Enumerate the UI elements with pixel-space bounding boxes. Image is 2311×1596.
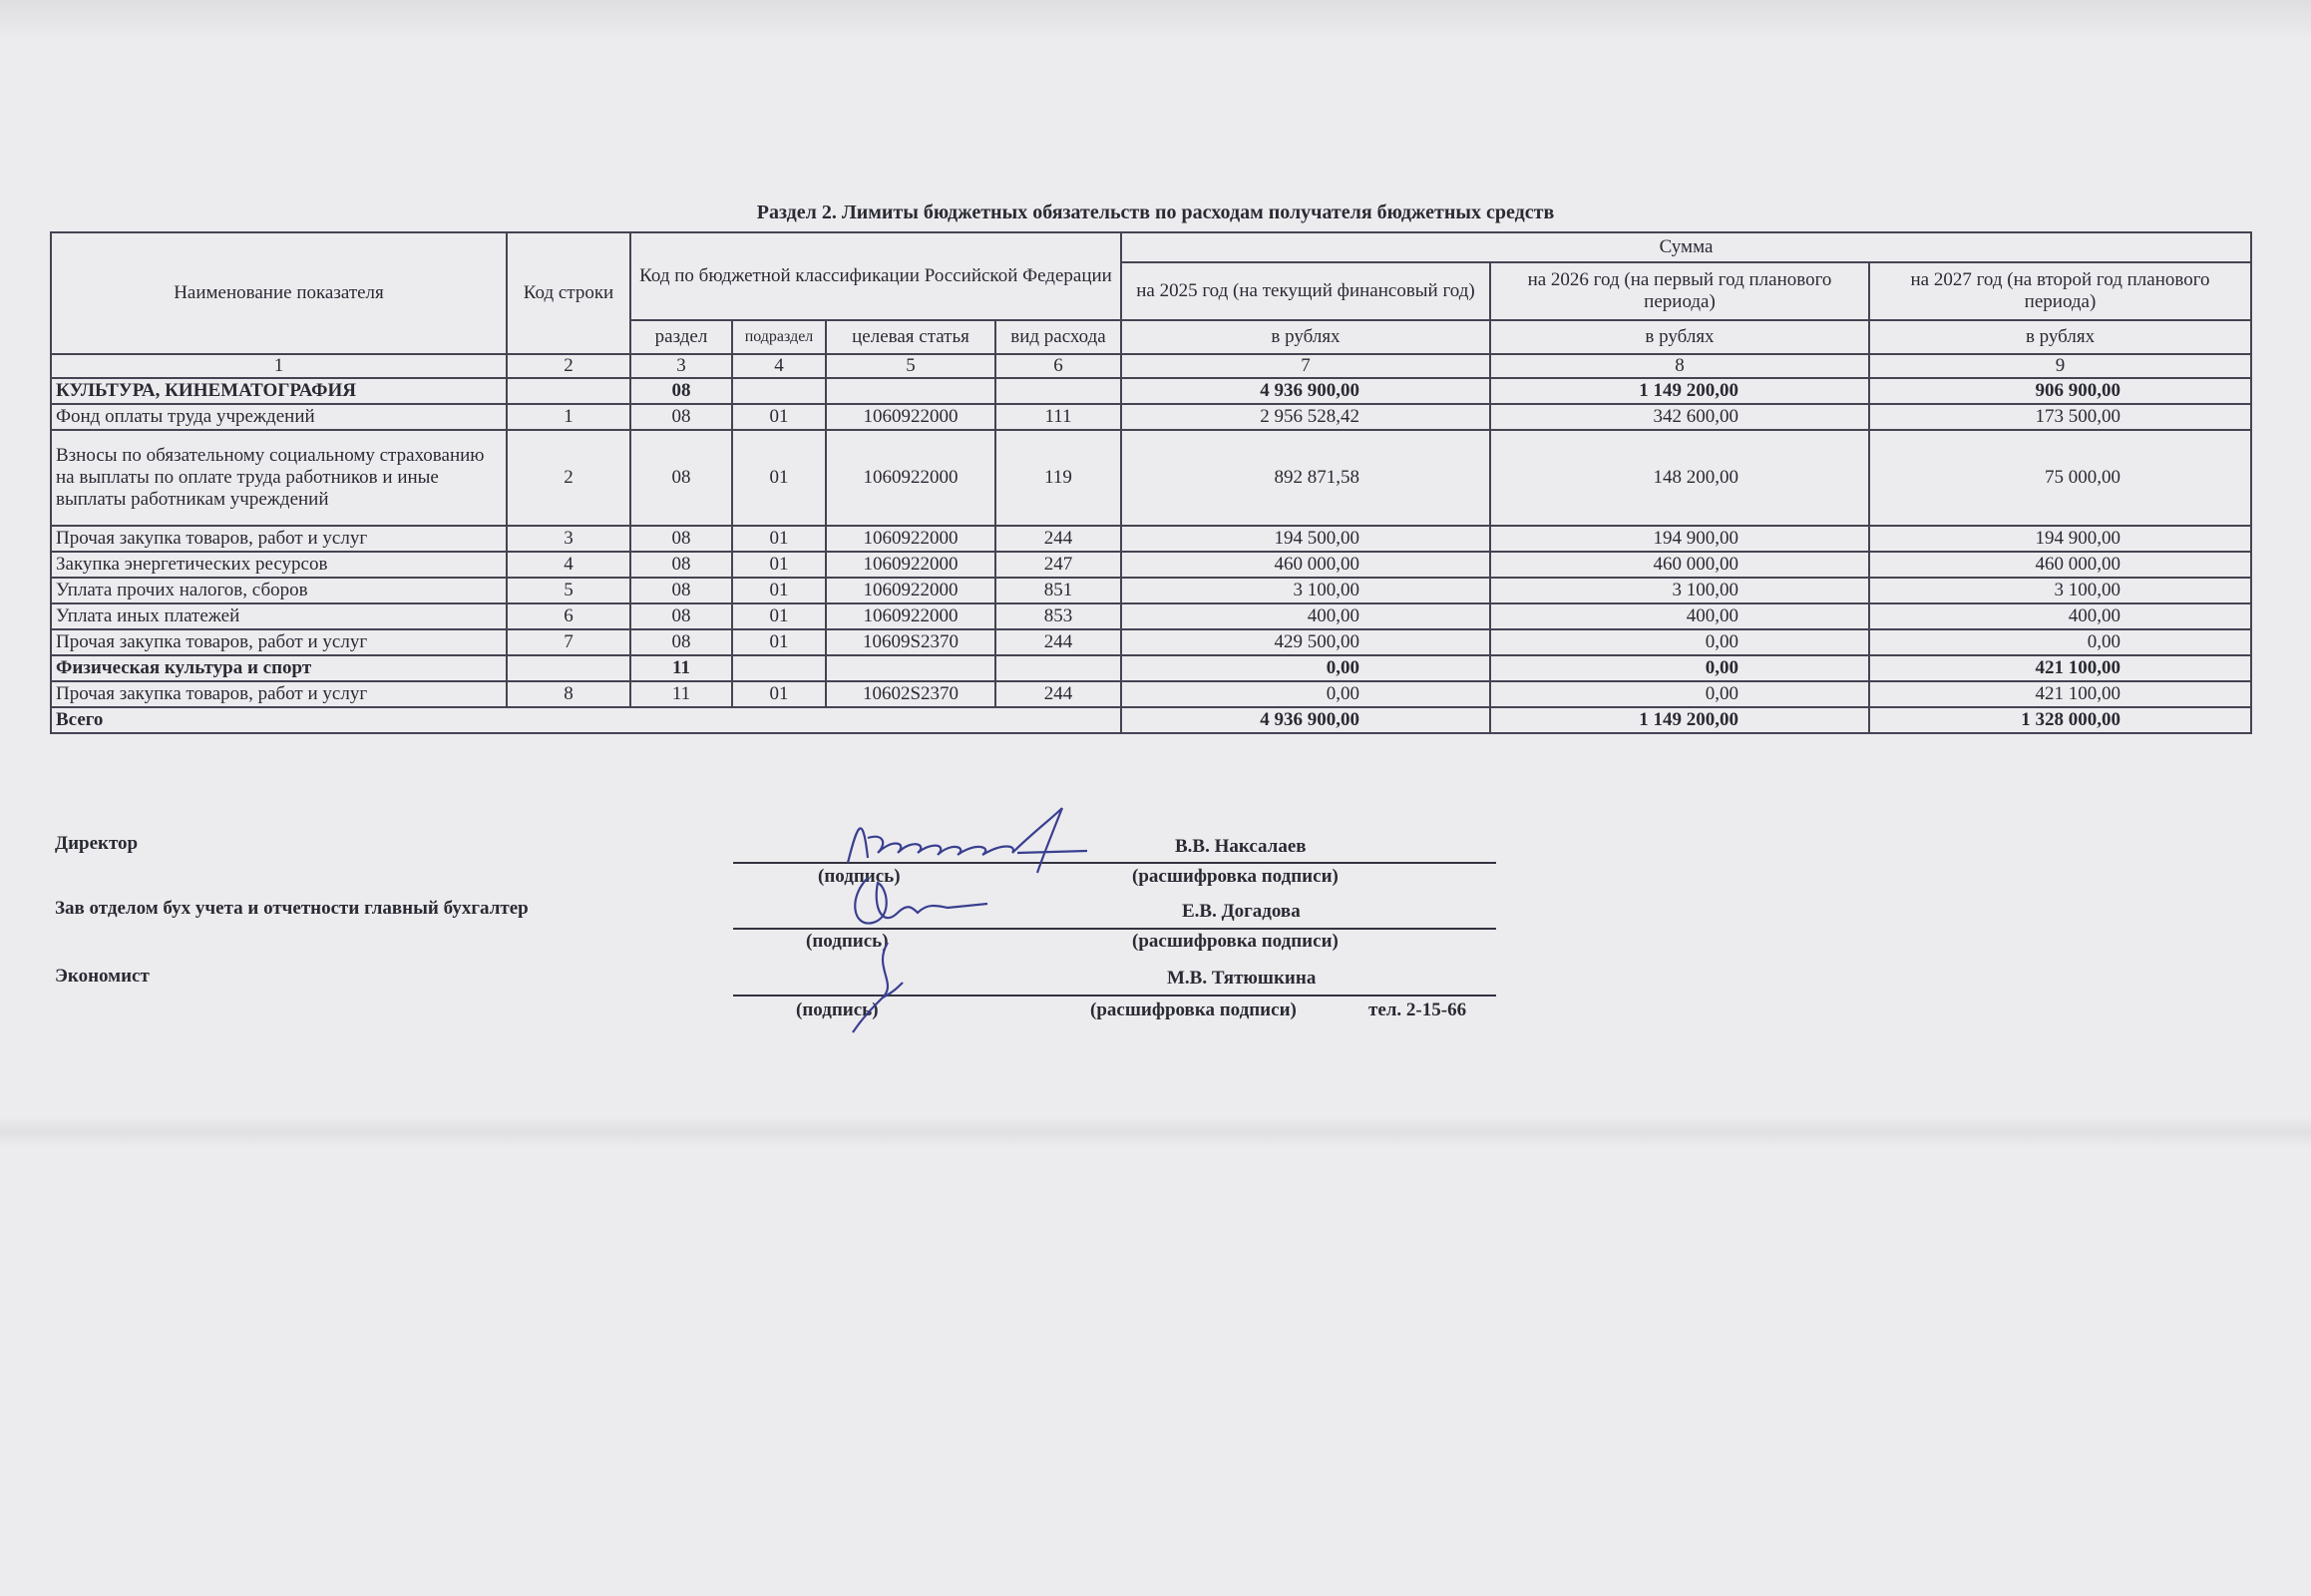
row-2025: 4 936 900,00 [1121, 378, 1490, 404]
table-row [51, 629, 2251, 655]
header-2025: на 2025 год (на текущий финансовый год) [1121, 262, 1490, 320]
row-code [507, 378, 630, 404]
row-2025: 400,00 [1121, 603, 1490, 629]
role-label: Зав отделом бух учета и отчетности главный бухгалтер [55, 898, 529, 919]
column-number: 2 [507, 354, 630, 378]
section-row [51, 655, 2251, 681]
row-name: КУЛЬТУРА, КИНЕМАТОГРАФИЯ [51, 378, 507, 404]
column-number: 4 [732, 354, 826, 378]
row-name: Прочая закупка товаров, работ и услуг [51, 629, 507, 655]
row-target: 10602S2370 [826, 681, 995, 707]
row-2026: 460 000,00 [1490, 552, 1869, 578]
row-vid: 244 [995, 629, 1121, 655]
row-2026: 1 149 200,00 [1490, 378, 1869, 404]
row-name: Взносы по обязательному социальному страхованию на выплаты по оплате труда работников и иные выплаты работникам учреждений [51, 430, 507, 526]
row-podrazdel: 01 [732, 681, 826, 707]
handwritten-signature-icon [838, 803, 1097, 878]
row-2025: 460 000,00 [1121, 552, 1490, 578]
signature-caption: (подпись) [818, 866, 901, 887]
header-podrazdel: подраздел [732, 320, 826, 354]
row-2025: 892 871,58 [1121, 430, 1490, 526]
table-row [51, 526, 2251, 552]
row-name: Уплата иных платежей [51, 603, 507, 629]
header-razdel: раздел [630, 320, 732, 354]
row-2027: 173 500,00 [1869, 404, 2251, 430]
row-razdel: 08 [630, 629, 732, 655]
section-row [51, 378, 2251, 404]
row-podrazdel: 01 [732, 578, 826, 603]
row-target: 1060922000 [826, 552, 995, 578]
column-numbers-row [51, 354, 2251, 378]
row-vid: 851 [995, 578, 1121, 603]
row-name: Уплата прочих налогов, сборов [51, 578, 507, 603]
table-row [51, 681, 2251, 707]
header-sum: Сумма [1121, 232, 2251, 262]
row-target [826, 378, 995, 404]
column-number: 5 [826, 354, 995, 378]
row-2027: 421 100,00 [1869, 655, 2251, 681]
column-number: 9 [1869, 354, 2251, 378]
row-2025: 194 500,00 [1121, 526, 1490, 552]
column-number: 1 [51, 354, 507, 378]
header-2027: на 2027 год (на второй год планового периода) [1869, 262, 2251, 320]
row-target: 1060922000 [826, 578, 995, 603]
row-code [507, 655, 630, 681]
row-code: 2 [507, 430, 630, 526]
row-vid: 111 [995, 404, 1121, 430]
table-row [51, 552, 2251, 578]
budget-limits-table [50, 231, 2252, 734]
row-2027: 75 000,00 [1869, 430, 2251, 526]
handwritten-signature-icon [843, 938, 923, 1037]
header-vid: вид расхода [995, 320, 1121, 354]
row-vid: 247 [995, 552, 1121, 578]
row-code: 5 [507, 578, 630, 603]
row-code: 1 [507, 404, 630, 430]
row-razdel: 11 [630, 655, 732, 681]
row-2027: 421 100,00 [1869, 681, 2251, 707]
row-target: 1060922000 [826, 404, 995, 430]
phone-number: тел. 2-15-66 [1368, 999, 1467, 1020]
table-row [51, 578, 2251, 603]
row-name: Прочая закупка товаров, работ и услуг [51, 681, 507, 707]
signer-name: В.В. Наксалаев [1175, 836, 1307, 857]
table-row [51, 404, 2251, 430]
row-podrazdel [732, 378, 826, 404]
row-target: 1060922000 [826, 430, 995, 526]
row-code: 4 [507, 552, 630, 578]
row-target: 1060922000 [826, 603, 995, 629]
row-podrazdel [732, 655, 826, 681]
row-code: 3 [507, 526, 630, 552]
row-podrazdel: 01 [732, 526, 826, 552]
column-number: 7 [1121, 354, 1490, 378]
signer-name: Е.В. Догадова [1182, 901, 1301, 922]
row-name: Прочая закупка товаров, работ и услуг [51, 526, 507, 552]
row-razdel: 08 [630, 526, 732, 552]
row-vid: 244 [995, 526, 1121, 552]
header-unit-2025: в рублях [1121, 320, 1490, 354]
row-razdel: 08 [630, 430, 732, 526]
row-2027: 906 900,00 [1869, 378, 2251, 404]
row-target: 1060922000 [826, 526, 995, 552]
row-vid: 119 [995, 430, 1121, 526]
name-caption: (расшифровка подписи) [1090, 999, 1297, 1020]
row-name: Закупка энергетических ресурсов [51, 552, 507, 578]
row-2025: 3 100,00 [1121, 578, 1490, 603]
total-label: Всего [51, 707, 1121, 733]
row-code: 6 [507, 603, 630, 629]
table-body [51, 378, 2251, 707]
row-podrazdel: 01 [732, 552, 826, 578]
row-2027: 3 100,00 [1869, 578, 2251, 603]
row-name: Физическая культура и спорт [51, 655, 507, 681]
section-title: Раздел 2. Лимиты бюджетных обязательств по расходам получателя бюджетных средств [756, 201, 1555, 223]
handwritten-signature-icon [838, 868, 997, 948]
row-razdel: 08 [630, 404, 732, 430]
column-number: 6 [995, 354, 1121, 378]
row-target [826, 655, 995, 681]
name-caption: (расшифровка подписи) [1132, 931, 1339, 952]
row-razdel: 08 [630, 552, 732, 578]
row-2025: 0,00 [1121, 655, 1490, 681]
row-2026: 400,00 [1490, 603, 1869, 629]
row-name: Фонд оплаты труда учреждений [51, 404, 507, 430]
total-2026: 1 149 200,00 [1490, 707, 1869, 733]
header-name: Наименование показателя [51, 232, 507, 354]
row-2026: 0,00 [1490, 629, 1869, 655]
row-2027: 194 900,00 [1869, 526, 2251, 552]
row-2025: 2 956 528,42 [1121, 404, 1490, 430]
row-target: 10609S2370 [826, 629, 995, 655]
row-2025: 429 500,00 [1121, 629, 1490, 655]
table-row [51, 430, 2251, 526]
row-podrazdel: 01 [732, 629, 826, 655]
total-2025: 4 936 900,00 [1121, 707, 1490, 733]
row-2026: 194 900,00 [1490, 526, 1869, 552]
name-caption: (расшифровка подписи) [1132, 866, 1339, 887]
row-podrazdel: 01 [732, 430, 826, 526]
row-2027: 400,00 [1869, 603, 2251, 629]
row-2026: 3 100,00 [1490, 578, 1869, 603]
total-row [51, 707, 2251, 733]
header-unit-2027: в рублях [1869, 320, 2251, 354]
row-vid [995, 655, 1121, 681]
row-2027: 0,00 [1869, 629, 2251, 655]
row-code: 7 [507, 629, 630, 655]
row-vid [995, 378, 1121, 404]
row-razdel: 11 [630, 681, 732, 707]
row-razdel: 08 [630, 578, 732, 603]
row-2026: 148 200,00 [1490, 430, 1869, 526]
row-2027: 460 000,00 [1869, 552, 2251, 578]
header-2026: на 2026 год (на первый год планового периода) [1490, 262, 1869, 320]
row-2026: 0,00 [1490, 655, 1869, 681]
signature-caption: (подпись) [806, 931, 889, 952]
signer-name: М.В. Тятюшкина [1167, 968, 1317, 989]
table-row [51, 603, 2251, 629]
row-2026: 0,00 [1490, 681, 1869, 707]
header-unit-2026: в рублях [1490, 320, 1869, 354]
header-kbk: Код по бюджетной классификации Российской Федерации [630, 232, 1121, 320]
signature-caption: (подпись) [796, 999, 879, 1020]
row-podrazdel: 01 [732, 404, 826, 430]
row-vid: 244 [995, 681, 1121, 707]
role-label: Директор [55, 833, 139, 854]
total-2027: 1 328 000,00 [1869, 707, 2251, 733]
column-number: 8 [1490, 354, 1869, 378]
row-razdel: 08 [630, 603, 732, 629]
header-target: целевая статья [826, 320, 995, 354]
header-code: Код строки [507, 232, 630, 354]
role-label: Экономист [55, 966, 150, 987]
row-code: 8 [507, 681, 630, 707]
row-2025: 0,00 [1121, 681, 1490, 707]
row-vid: 853 [995, 603, 1121, 629]
row-2026: 342 600,00 [1490, 404, 1869, 430]
row-razdel: 08 [630, 378, 732, 404]
column-number: 3 [630, 354, 732, 378]
row-podrazdel: 01 [732, 603, 826, 629]
